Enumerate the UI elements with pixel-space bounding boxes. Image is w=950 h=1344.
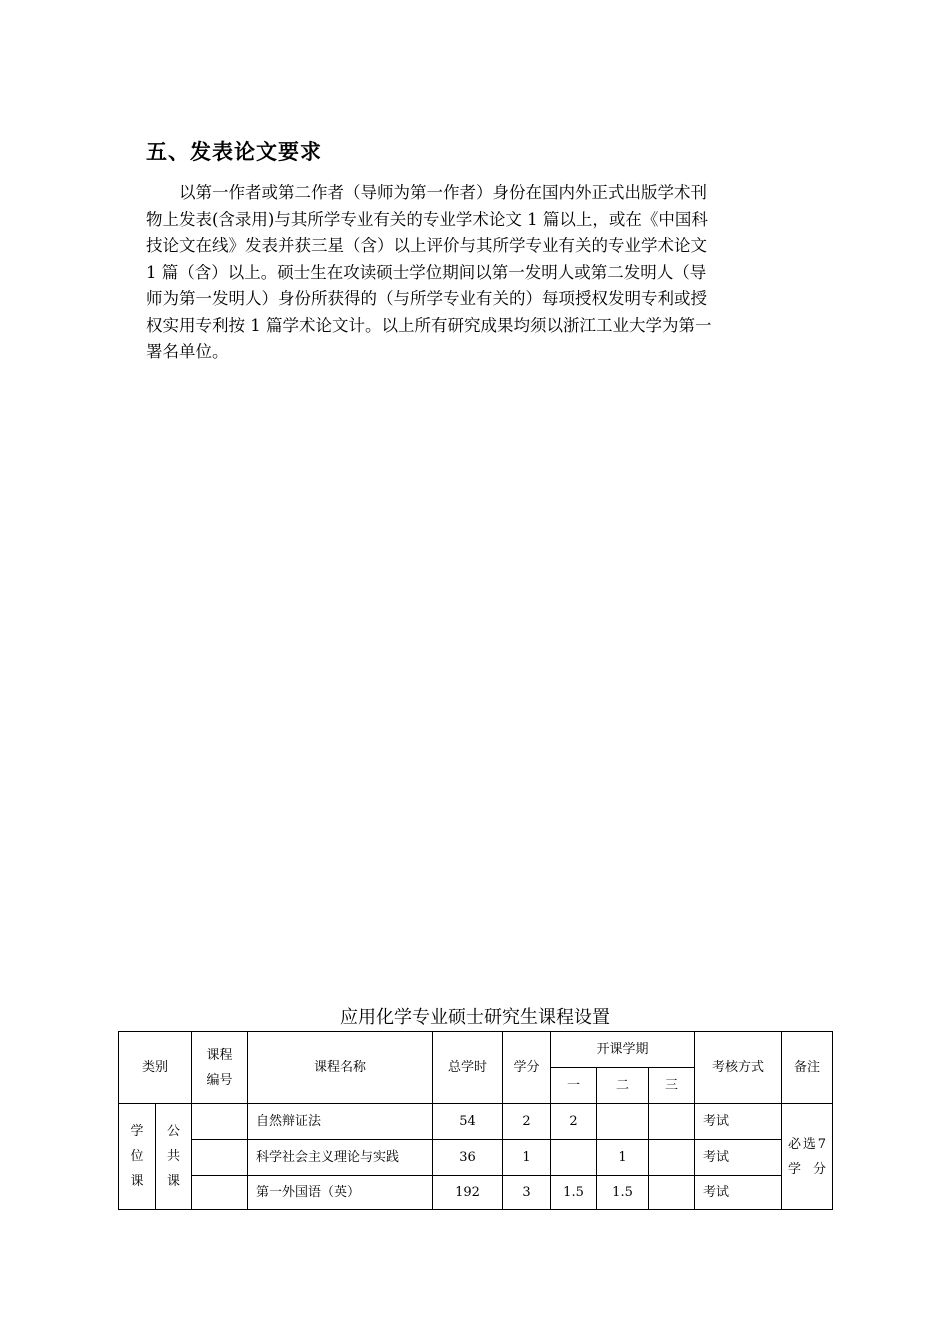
hours-cell: 54 <box>433 1104 503 1140</box>
section-heading: 五、发表论文要求 <box>146 140 322 164</box>
sem1-cell <box>551 1140 597 1176</box>
header-sem3: 三 <box>649 1068 695 1104</box>
course-code-cell <box>192 1176 248 1210</box>
header-category: 类别 <box>119 1032 192 1104</box>
header-course-name: 课程名称 <box>248 1032 433 1104</box>
sem2-cell <box>597 1104 649 1140</box>
header-course-code: 课程编号 <box>192 1032 248 1104</box>
table-row <box>119 1176 833 1210</box>
course-name-cell: 自然辩证法 <box>248 1104 433 1140</box>
section-paragraph <box>146 180 802 366</box>
sem2-cell: 1 <box>597 1140 649 1176</box>
course-code-cell <box>192 1104 248 1140</box>
sem3-cell <box>649 1104 695 1140</box>
sem3-cell <box>649 1140 695 1176</box>
header-sem1: 一 <box>551 1068 597 1104</box>
hours-cell: 192 <box>433 1176 503 1210</box>
paragraph-line: 权实用专利按 1 篇学术论文计。以上所有研究成果均须以浙江工业大学为第一 <box>146 315 712 335</box>
credits-cell: 2 <box>503 1104 551 1140</box>
table-row <box>119 1104 833 1140</box>
course-name-cell: 科学社会主义理论与实践 <box>248 1140 433 1176</box>
hours-cell: 36 <box>433 1140 503 1176</box>
paragraph-line: 署名单位。 <box>146 342 229 361</box>
remark-cell: 必选7学分 <box>782 1104 833 1210</box>
paragraph-line: 以第一作者或第二作者（导师为第一作者）身份在国内外正式出版学术刊 <box>179 183 707 202</box>
category-public-course: 公共课 <box>156 1104 192 1210</box>
header-semester: 开课学期 <box>551 1032 695 1068</box>
course-name-cell: 第一外国语（英） <box>248 1176 433 1210</box>
sem1-cell: 1.5 <box>551 1176 597 1210</box>
table-title: 应用化学专业硕士研究生课程设置 <box>340 1007 610 1028</box>
header-remarks: 备注 <box>782 1032 833 1104</box>
sem3-cell <box>649 1176 695 1210</box>
credits-cell: 3 <box>503 1176 551 1210</box>
header-credits: 学分 <box>503 1032 551 1104</box>
course-code-cell <box>192 1140 248 1176</box>
category-degree-course: 学位课 <box>119 1104 156 1210</box>
sem2-cell: 1.5 <box>597 1176 649 1210</box>
sem1-cell: 2 <box>551 1104 597 1140</box>
header-total-hours: 总学时 <box>433 1032 503 1104</box>
table-row <box>119 1140 833 1176</box>
exam-cell: 考试 <box>695 1104 782 1140</box>
paragraph-line: 物上发表(含录用)与其所学专业有关的专业学术论文 1 篇以上，或在《中国科 <box>146 209 708 229</box>
paragraph-line: 技论文在线》发表并获三星（含）以上评价与其所学专业有关的专业学术论文 <box>146 236 707 255</box>
header-sem2: 二 <box>597 1068 649 1104</box>
exam-cell: 考试 <box>695 1140 782 1176</box>
course-table <box>118 1031 833 1210</box>
credits-cell: 1 <box>503 1140 551 1176</box>
paragraph-line: 1 篇（含）以上。硕士生在攻读硕士学位期间以第一发明人或第二发明人（导 <box>146 262 707 282</box>
paragraph-line: 师为第一发明人）身份所获得的（与所学专业有关的）每项授权发明专利或授 <box>146 289 707 308</box>
exam-cell: 考试 <box>695 1176 782 1210</box>
header-row <box>119 1032 833 1068</box>
header-exam-method: 考核方式 <box>695 1032 782 1104</box>
